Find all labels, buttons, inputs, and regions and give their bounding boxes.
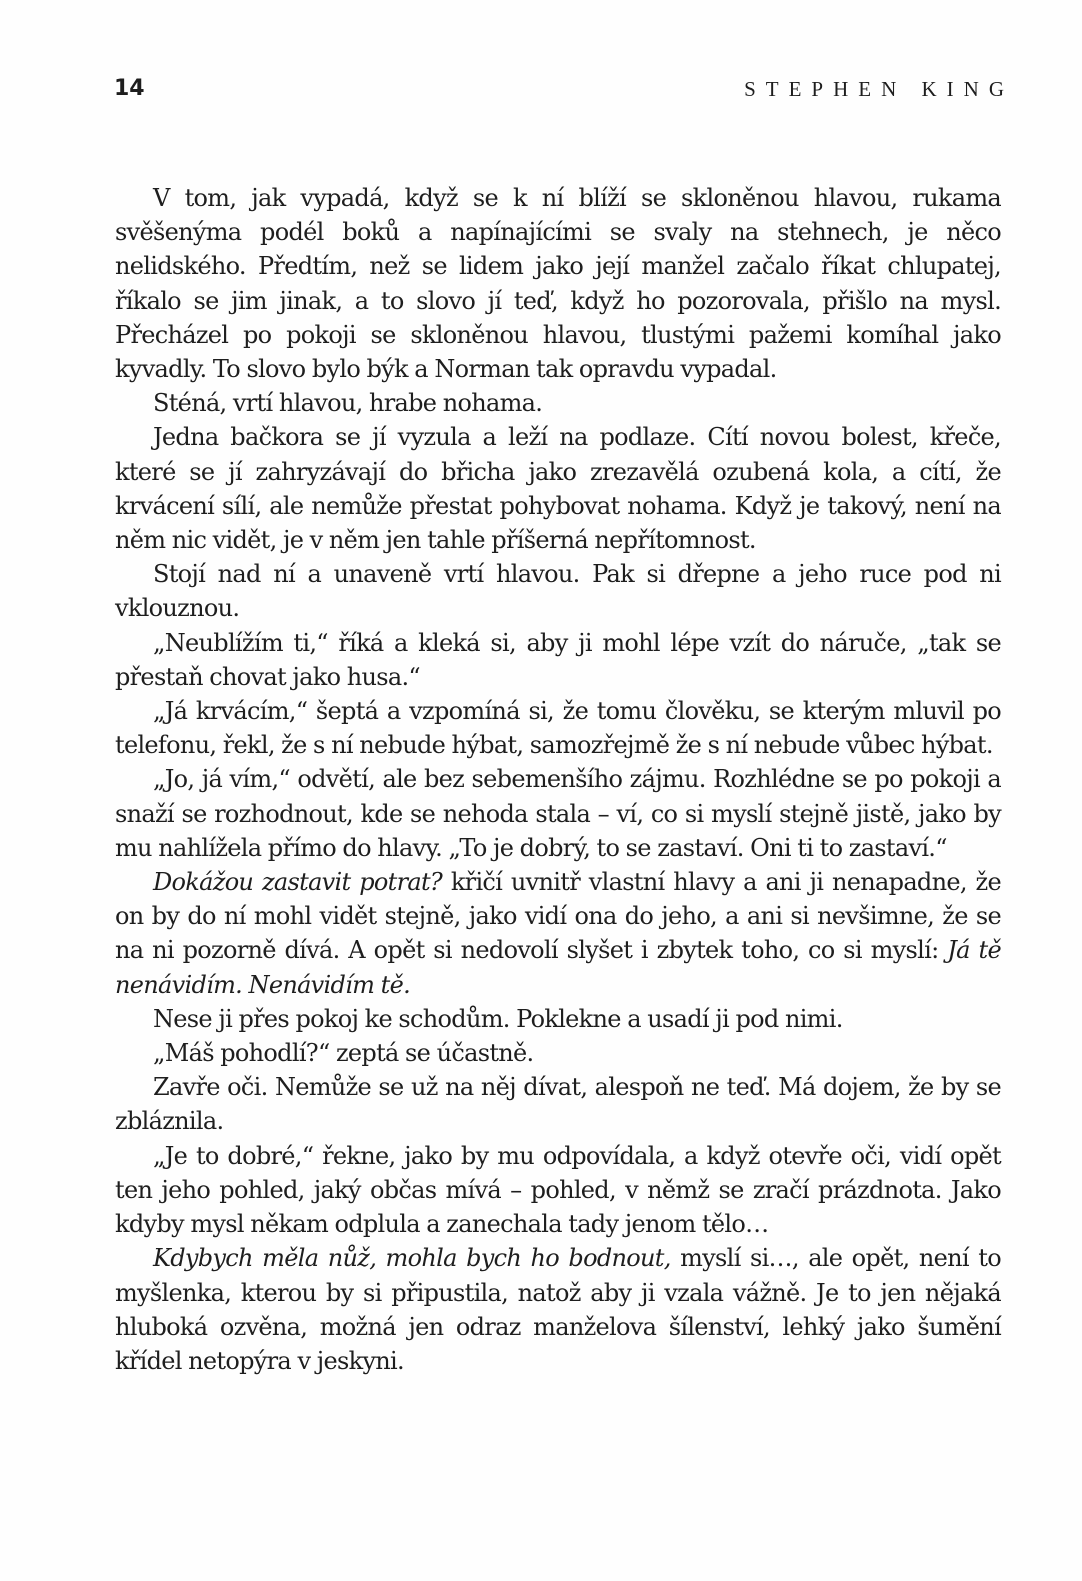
paragraph: Nese ji přes pokoj ke schodům. Poklekne a usadí ji pod nimi. (153, 1004, 843, 1033)
paragraph: Jedna bačkora se jí vyzula a leží na podlaze. Cítí novou bolest, křeče, které se jí zahryzávají do břicha jako zrezavělá ozubená kola, a cítí, že krvácení sílí, ale nemůže přestat pohybovat nohama. Když je takový, není na něm nic vidět, je v něm jen tahle příšerná nepřítomnost. (115, 423, 1001, 555)
paragraph (115, 1241, 1001, 1378)
paragraph (115, 865, 1001, 1002)
italic-thought: Kdybych měla nůž, mohla bych ho bodnout, (153, 1244, 671, 1273)
paragraph: Zavře oči. Nemůže se už na něj dívat, alespoň ne teď. Má dojem, že by se zbláznila. (115, 1073, 1001, 1136)
body-text (115, 181, 1001, 1378)
paragraph: „Je to dobré,“ řekne, jako by mu odpovídala, a když otevře oči, vidí opět ten jeho pohled, jaký občas mívá – pohled, v němž se zračí prázdnota. Jako kdyby mysl někam odplula a zanechala tady jenom tělo… (115, 1141, 1001, 1239)
italic-thought: Já tě nenávidím. Nenávidím tě. (115, 936, 1001, 999)
paragraph-text: myslí si…, ale opět, není to myšlenka, kterou by si připustila, natož aby ji vzala vážně. Je to jen nějaká hluboká ozvěna, možná jen odraz manželova šílenství, lehký jako šumění křídel netopýra v jeskyni. (115, 1244, 1001, 1375)
paragraph: Sténá, vrtí hlavou, hrabe nohama. (153, 389, 543, 418)
paragraph: „Máš pohodlí?“ zeptá se účastně. (153, 1039, 534, 1068)
paragraph: „Já krvácím,“ šeptá a vzpomíná si, že tomu člověku, se kterým mluvil po telefonu, řekl, že s ní nebude hýbat, samozřejmě že s ní nebude vůbec hýbat. (115, 697, 1001, 760)
paragraph: V tom, jak vypadá, když se k ní blíží se skloněnou hlavou, rukama svěšenýma podél boků a napínajícími se svaly na stehnech, je něco nelidského. Předtím, než se lidem jako její manžel začalo říkat chlupatej, říkalo se jim jinak, a to slovo jí teď, když ho pozorovala, přišlo na mysl. Přecházel po pokoji se skloněnou hlavou, tlustými pažemi komíhal jako kyvadly. To slovo bylo býk a Norman tak opravdu vypadal. (115, 184, 1001, 384)
page-number: 14 (114, 76, 145, 101)
paragraph-text: křičí uvnitř vlastní hlavy a ani ji nenapadne, že on by do ní mohl vidět stejně, jako vidí ona do jeho, a ani si nevšimne, že se na ni pozorně dívá. A opět si nedovolí slyšet i zbytek toho, co si myslí: (115, 868, 1001, 965)
paragraph: „Neublížím ti,“ říká a kleká si, aby ji mohl lépe vzít do náruče, „tak se přestaň chovat jako husa.“ (115, 628, 1001, 691)
paragraph: „Jo, já vím,“ odvětí, ale bez sebemenšího zájmu. Rozhlédne se po pokoji a snaží se rozhodnout, kde se nehoda stala – ví, co si myslí stejně jistě, jako by mu nahlížela přímo do hlavy. „To je dobrý, to se zastaví. Oni ti to zastaví.“ (115, 765, 1001, 862)
page-header (114, 74, 1014, 106)
paragraph: Stojí nad ní a unaveně vrtí hlavou. Pak si dřepne a jeho ruce pod ni vklouznou. (115, 560, 1001, 623)
running-head-author: STEPHEN KING (744, 77, 1014, 101)
italic-thought: Dokážou zastavit potrat? (153, 868, 443, 897)
